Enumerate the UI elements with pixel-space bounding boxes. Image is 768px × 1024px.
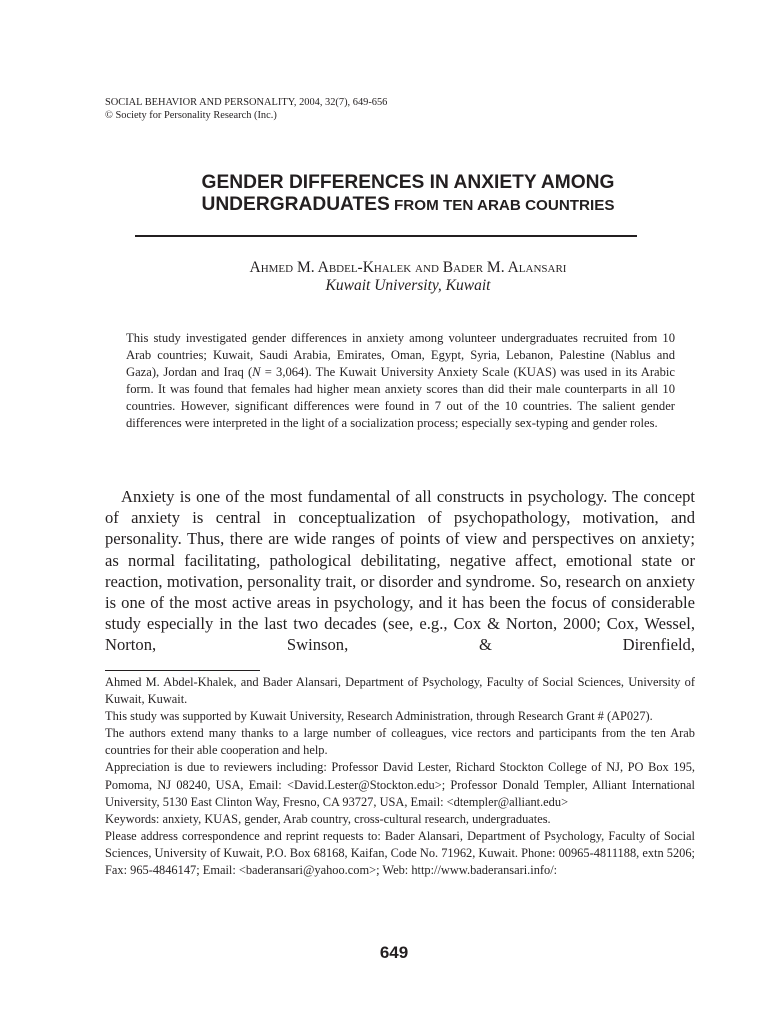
title-line-1: GENDER DIFFERENCES IN ANXIETY AMONG [201, 172, 615, 193]
running-header [105, 97, 387, 122]
journal-citation: SOCIAL BEHAVIOR AND PERSONALITY, 2004, 32(7), 649-656 [105, 97, 388, 108]
footnote-funding: This study was supported by Kuwait University, Research Administration, through Research Grant # (AP027). [105, 709, 653, 724]
abstract-text [126, 330, 675, 433]
title-line-2-small: FROM TEN ARAB COUNTRIES [389, 197, 615, 214]
author-affiliation: Kuwait University, Kuwait [325, 277, 491, 294]
abstract-text-part-2: = 3,064). The Kuwait University Anxiety Scale (KUAS) was used in its Arabic form. It was found that females had higher mean anxiety scores than did their male counterparts in all 10 countries. However, significant differences were found in 7 out of the 10 countries. The salient gender differences were interpreted in the light of a socialization process; especially sex-typing and gender roles. [126, 365, 676, 431]
abstract-text-part-1: This study investigated gender differences in anxiety among volunteer undergraduates recruited from 10 Arab countries; Kuwait, Saudi Arabia, Emirates, Oman, Egypt, Syria, Lebanon, Palestine (Nablus and Gaza), Jordan and Iraq ( [126, 331, 675, 380]
article-title [104, 172, 712, 217]
abstract [126, 330, 675, 433]
body-paragraph: Anxiety is one of the most fundamental of all constructs in psychology. The concept of anxiety is central in conceptualization of psychopathology, motivation, and personality. Thus, there are wide ranges of points of view and perspectives on anxiety; as normal facilitating, pathological debilitating, negative affect, emotional state or reaction, motivation, personality trait, or disorder and syndrome. So, research on anxiety is one of the most active areas in psychology, and it has been the focus of considerable study especially in the last two decades (see, e.g., Cox & Norton, 2000; Cox, Wessel, Norton, Swinson, & Direnfield, [105, 487, 695, 655]
footnote-acknowledgements: The authors extend many thanks to a large number of colleagues, vice rectors and participants from the ten Arab countries for their able cooperation and help. [105, 726, 695, 758]
footnote-correspondence: Please address correspondence and reprint requests to: Bader Alansari, Department of Psychology, Faculty of Social Sciences, University of Kuwait, P.O. Box 68168, Kaifan, Code No. 71962, Kuwait. Phone: 00965-4811188, extn 5206; Fax: 965-4846147; Email: <baderansari@yahoo.com>; Web: http://www.baderansari.info/: [105, 828, 695, 878]
footnote-reviewers: Appreciation is due to reviewers including: Professor David Lester, Richard Stockton College of NJ, PO Box 195, Pomoma, NJ 08240, USA, Email: <David.Lester@Stockton.edu>; Professor Donald Templer, Alliant International University, 5130 East Clinton Way, Fresno, CA 93727, USA, Email: <dtempler@alliant.edu> [105, 760, 695, 809]
footnote-keywords: Keywords: anxiety, KUAS, gender, Arab country, cross-cultural research, undergraduates. [105, 811, 551, 826]
title-divider [135, 235, 637, 237]
footnotes [105, 674, 695, 879]
abstract-sample-size-symbol: N [252, 365, 261, 380]
body-text [105, 486, 695, 656]
footnote-divider [105, 670, 260, 671]
title-line-2 [104, 194, 712, 217]
author-list: Ahmed M. Abdel-Khalek and Bader M. Alansari [249, 259, 567, 276]
footnote-author-affiliation: Ahmed M. Abdel-Khalek, and Bader Alansari, Department of Psychology, Faculty of Social Sciences, University of Kuwait, Kuwait. [105, 675, 695, 707]
page-number: 649 [379, 943, 409, 962]
copyright-notice: © Society for Personality Research (Inc.) [105, 109, 277, 121]
title-line-2-large: UNDERGRADUATES [201, 194, 390, 215]
